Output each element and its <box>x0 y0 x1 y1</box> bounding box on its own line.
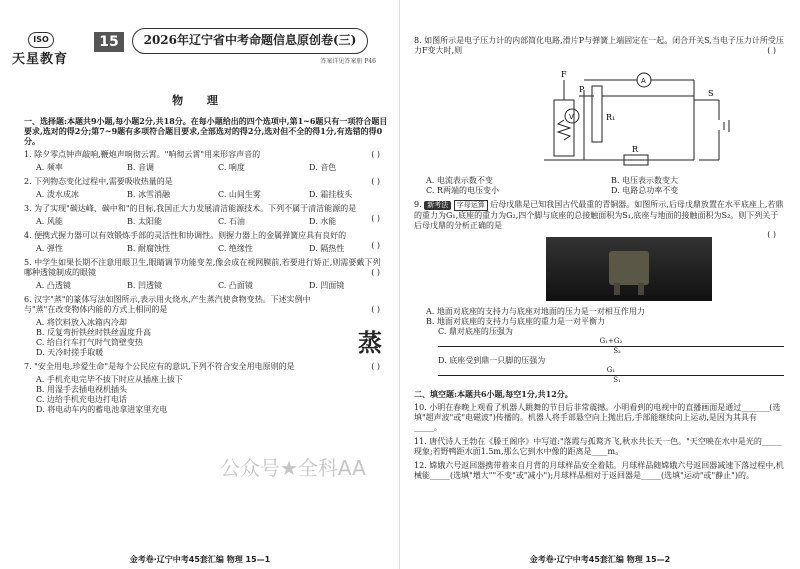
pressure-gauge-circuit-diagram <box>524 60 754 170</box>
answer-bracket: ( ) <box>371 177 380 186</box>
cauldron-leg <box>614 283 620 295</box>
question-stem: 2. 下列物态变化过程中,需要吸收热量的是 <box>24 177 173 186</box>
option-c: C. 边给手机充电边打电话 <box>36 395 127 404</box>
bronze-cauldron-photo <box>546 237 712 301</box>
answer-bracket: ( ) <box>371 150 380 159</box>
question-6 <box>24 295 388 358</box>
right-content <box>414 32 784 481</box>
question-2 <box>24 177 388 200</box>
label-p: P <box>579 85 585 94</box>
question-3 <box>24 204 388 227</box>
question-stem: 后母戊鼎是已知我国古代最重的青铜器。如图所示,后母戊鼎放置在水平底座上,若鼎的重力为G₁,底座的重力为G₂,四个脚与底座的总接触面积为S₁,底座与地面的接触面积为S₂。则下列关于后母戊鼎的分析正确的是 <box>414 200 784 230</box>
question-stem: 4. 便携式握力器可以有效锻炼手部的灵活性和协调性。则握力器上的金属弹簧应具有良好的 <box>24 231 347 240</box>
option-a: A. 手机充电完毕不拔下时应从插座上拔下 <box>36 375 183 384</box>
section-1-title: 一、选择题:本题共9小题,每小题2分,共18分。在每小题给出的四个选项中,第1~6题只有一项符合题目要求,选对的得2分;第7~9题有多项符合题目要求,全部选对的得2分,选对但不全的得1分,有选错的得0分。 <box>24 116 388 146</box>
option-d: D. 天冷时搓手取暖 <box>36 348 104 357</box>
option-a: A. 将饮料放入冰箱内冷却 <box>36 318 127 327</box>
question-4 <box>24 231 388 254</box>
option-c: C. 凸面镜 <box>218 281 253 290</box>
option-b: B. 太阳能 <box>127 217 162 226</box>
header <box>8 28 388 67</box>
answer-bracket: ( ) <box>371 268 380 277</box>
question-stem: 8. 如图所示是电子压力计的内部简化电路,滑片P与弹簧上端固定在一起。闭合开关S,当电子压力计所受压力F变大时,则 <box>414 36 784 55</box>
question-stem: 1. 除夕零点钟声敲响,鞭炮声响彻云霄。"响彻云霄"用来形容声音的 <box>24 150 261 159</box>
label-v: V <box>569 113 574 121</box>
options <box>24 190 388 200</box>
left-content <box>24 112 388 415</box>
question-10: 10. 小明在春晚上观看了机器人跳舞的节目后非常震撼。小明看到的电视中的直播画面是通过_______(选填"超声波"或"电磁波")传播的。机器人将手部悬空向上抛出后,手部能继续向上运动,是因为其具有_____。 <box>414 402 781 432</box>
option-a: A. 弹性 <box>36 244 63 253</box>
fraction-c <box>426 337 784 356</box>
brand-logo <box>12 32 84 67</box>
letter-operation-tag: 字母运算 <box>454 200 488 211</box>
logo-badge: ISO <box>28 32 54 48</box>
cauldron-leg <box>638 283 644 295</box>
question-5 <box>24 258 388 291</box>
answer-bracket: ( ) <box>371 362 380 371</box>
answer-bracket: ( ) <box>371 241 380 250</box>
footer-left: 金考卷·辽宁中考45套汇编 物理 15—1 <box>129 555 271 564</box>
options <box>24 375 388 415</box>
option-b: B. 反复弯折铁丝时铁丝温度升高 <box>36 328 151 337</box>
question-7 <box>24 362 388 415</box>
answer-bracket: ( ) <box>767 46 776 55</box>
option-b: B. 电压表示数变大 <box>611 176 678 185</box>
right-page <box>400 0 800 569</box>
question-9 <box>414 200 784 385</box>
option-a: A. 电流表示数不变 <box>426 176 493 185</box>
options <box>24 318 388 358</box>
option-c-text: C. 鼎对底座的压强为 <box>438 326 513 336</box>
fraction-numerator: G₁ <box>438 366 784 376</box>
option-d: D. 音色 <box>309 163 337 172</box>
option-d: D. 凹面镜 <box>309 281 345 290</box>
question-12: 12. 嫦娥六号返回器携带着来自月背的月球样品安全着陆。月球样品随嫦娥六号返回器减速下落过程中,机械能_____(选填"增大""不变"或"减小");月球样品相对于返回器是_____(选填"运动"或"静止")的。 <box>414 460 784 480</box>
question-stem-wrapper <box>414 200 784 231</box>
label-r: R <box>632 145 639 154</box>
label-s: S <box>708 89 714 98</box>
label-f: F <box>561 70 567 79</box>
paper-title: 2026年辽宁省中考命题信息原创卷(三) <box>132 28 368 54</box>
question-number: 9. <box>414 200 422 209</box>
cauldron-shape <box>609 251 649 285</box>
answer-bracket: ( ) <box>371 305 380 314</box>
option-b: B. 耐腐蚀性 <box>127 244 170 253</box>
label-r1: R₁ <box>606 113 616 122</box>
option-c: C. 山间生雾 <box>218 190 261 199</box>
new-method-tag: 新考法 <box>424 201 451 210</box>
option-c: C. 响度 <box>218 163 245 172</box>
options <box>24 244 388 254</box>
fraction-denominator: S₂ <box>613 346 621 355</box>
option-c: C. 绝缘性 <box>218 244 253 253</box>
option-d: D. 电路总功率不变 <box>611 186 679 195</box>
subject-title: 物 理 <box>172 94 228 107</box>
option-d: D. 隔热性 <box>309 244 345 253</box>
paper-number: 15 <box>94 32 124 52</box>
watermark: 公众号★全科AA <box>220 456 366 480</box>
option-d <box>414 356 784 385</box>
option-c: C. 石油 <box>218 217 245 226</box>
option-d: D. 将电动车内的蓄电池拿进家里充电 <box>36 405 168 414</box>
fraction-d <box>426 366 784 385</box>
answer-bracket: ( ) <box>371 214 380 223</box>
option-a: A. 频率 <box>36 163 63 172</box>
option-b: B. 地面对底座的支持力与底座的重力是一对平衡力 <box>426 316 605 326</box>
footer-right: 金考卷·辽宁中考45套汇编 物理 15—2 <box>529 555 671 564</box>
fraction-numerator: G₁+G₂ <box>438 337 784 347</box>
option-b: B. 音调 <box>127 163 154 172</box>
options <box>24 281 388 291</box>
option-b: B. 冰雪消融 <box>127 190 170 199</box>
option-a: A. 风能 <box>36 217 63 226</box>
question-8 <box>414 36 784 196</box>
option-c <box>414 327 784 356</box>
option-d: D. 水能 <box>309 217 337 226</box>
answer-bracket: ( ) <box>767 230 776 239</box>
section-2-title: 二、填空题:本题共6小题,每空1分,共12分。 <box>414 388 573 399</box>
options <box>24 163 388 173</box>
question-stem: 7. "安全用电,珍爱生命"是每个公民应有的意识,下列不符合安全用电原则的是 <box>24 362 295 371</box>
question-stem: 5. 中学生如果长期不注意用眼卫生,眼睛调节功能变差,像会成在视网膜前,若要进行矫正,则需要戴下列哪种透镜制成的眼镜 <box>24 258 381 277</box>
option-a: A. 凸透镜 <box>36 281 71 290</box>
option-b: B. 用湿手去插电视机插头 <box>36 385 127 394</box>
options <box>24 217 388 227</box>
options <box>414 307 784 385</box>
question-stem: 3. 为了实现"碳达峰、碳中和"的目标,我国正大力发展清洁能源技术。下列不属于清洁能源的是 <box>24 204 357 213</box>
option-d: D. 霜挂枝头 <box>309 190 353 199</box>
question-11: 11. 唐代诗人王勃在《滕王阁序》中写道:"落霞与孤鹜齐飞,秋水共长天一色。"天空映在水中是光的_____现象;若野鸭距水面1.5m,那么它到水中像的距离是____m。 <box>414 436 782 456</box>
option-c: C. R两端的电压变小 <box>426 186 499 195</box>
seal-script-character: 蒸 <box>358 328 382 357</box>
brand-name: 天星教育 <box>12 52 69 67</box>
label-a: A <box>641 77 646 85</box>
option-d-text: D. 底座受到鼎一只脚的压强为 <box>438 355 546 365</box>
answer-reference: 答案详见答案册 P46 <box>320 58 376 65</box>
option-c: C. 给自行车打气时气筒壁变热 <box>36 338 143 347</box>
options <box>414 176 784 196</box>
question-1 <box>24 150 388 173</box>
option-a: A. 地面对底座的支持力与底座对地面的压力是一对相互作用力 <box>426 306 645 316</box>
question-stem: 6. 汉字"蒸"的篆体写法如图所示,表示用火烧水,产生蒸汽使食物变热。下述实例中与"蒸"在改变物体内能的方式上相同的是 <box>24 295 311 314</box>
option-b: B. 凹透镜 <box>127 281 162 290</box>
fraction-denominator: S₁ <box>613 375 621 384</box>
option-a: A. 泼水成冰 <box>36 190 79 199</box>
